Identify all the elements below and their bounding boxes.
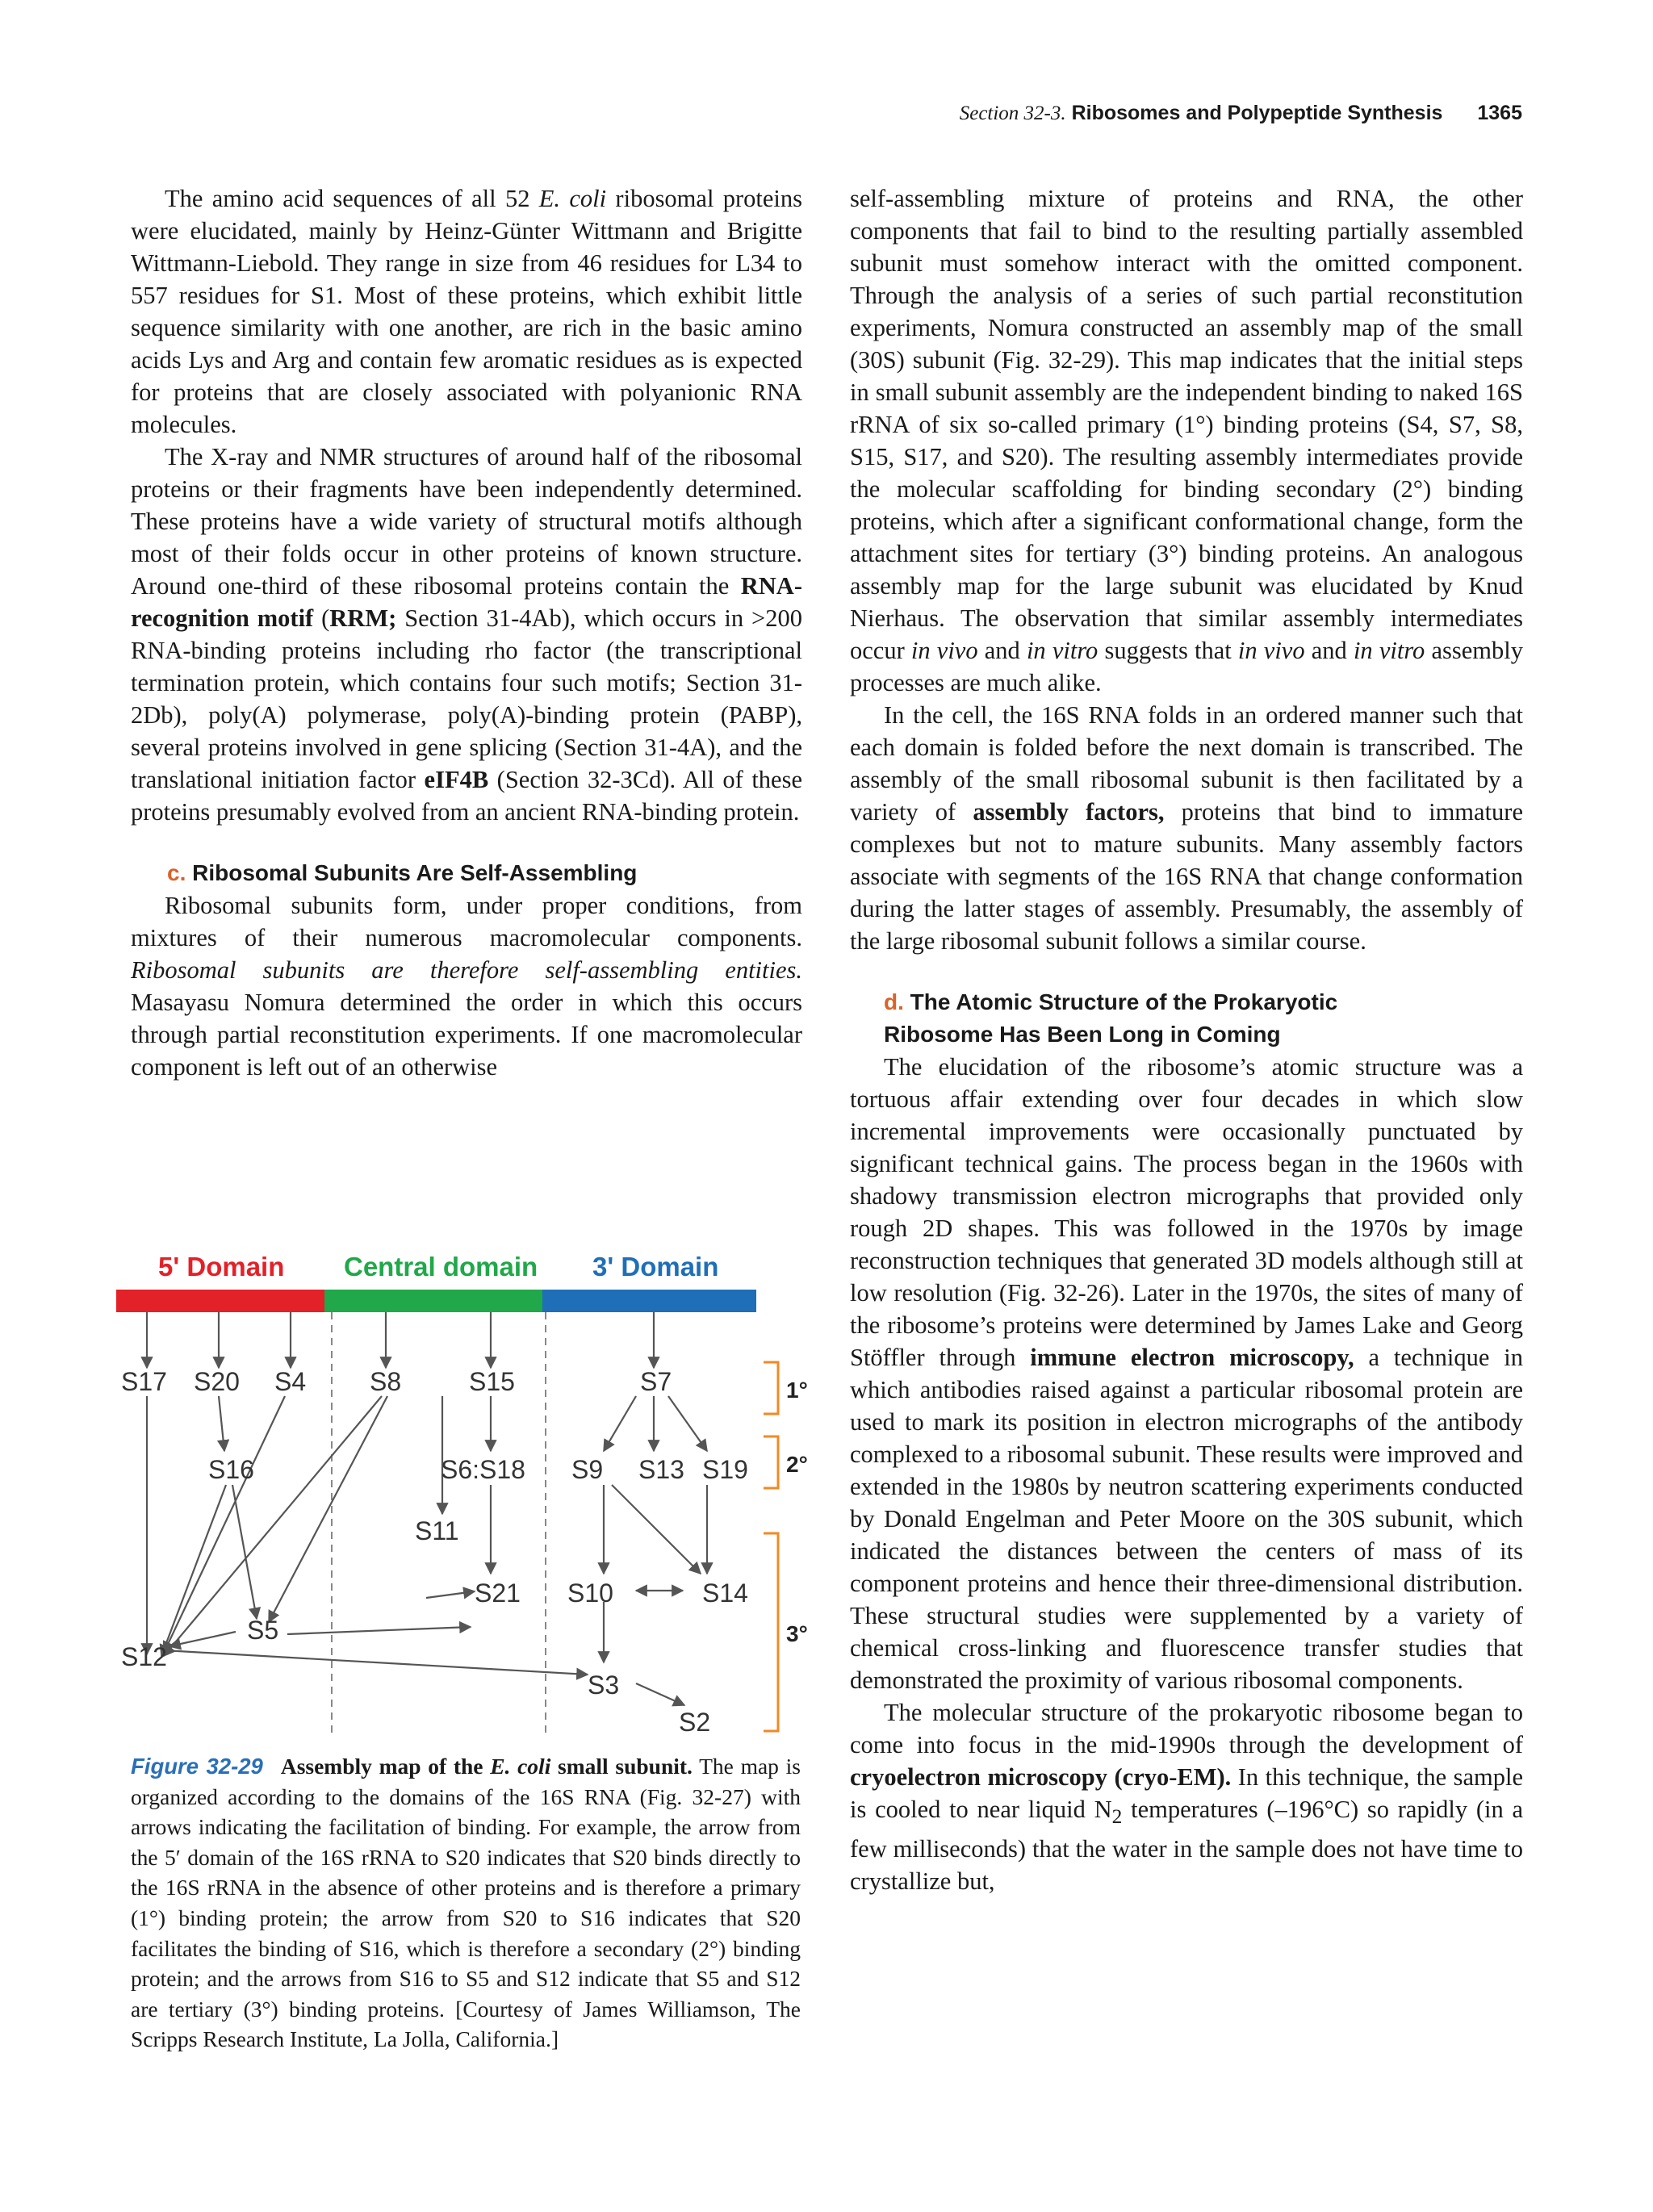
domain-label-5prime: 5' Domain bbox=[158, 1252, 285, 1282]
header-title: Ribosomes and Polypeptide Synthesis bbox=[1071, 102, 1443, 124]
domain-label-3prime: 3' Domain bbox=[592, 1252, 719, 1282]
level-tertiary: 3° bbox=[786, 1621, 808, 1646]
node-s13: S13 bbox=[638, 1455, 684, 1484]
paragraph-3: Ribosomal subunits form, under proper conditions, from mixtures of their numerous macromolecular components. Ribosomal subunits are therefore self-assembling entities. Masayasu Nomura determined the order in which this occurs through partial reconstitution experiments. If one macromolecular component is left out of an otherwise bbox=[131, 892, 802, 1081]
node-s7: S7 bbox=[640, 1367, 672, 1396]
node-s12: S12 bbox=[121, 1642, 167, 1671]
node-s17: S17 bbox=[121, 1367, 167, 1396]
node-s3: S3 bbox=[588, 1670, 620, 1700]
level-secondary: 2° bbox=[786, 1452, 808, 1477]
paragraph-r1: self-assembling mixture of proteins and RNA, the other components that fail to bind to the resulting partially assembled subunit must somehow interact with the omitted component. Through the analysis of a series of such partial reconstitution experiments, Nomura constructed an assembly map of the small (30S) subunit (Fig. 32-29). This map indicates that the initial steps in small subunit assembly are the independent binding to naked 16S rRNA of six so-called primary (1°) binding proteins (S4, S7, S8, S15, S17, and S20). The resulting assembly intermediates provide the molecular scaffolding for binding secondary (2°) binding proteins, which after a significant conformational change, form the attachment sites for tertiary (3°) binding proteins. An analogous assembly map for the large subunit was elucidated by Knud Nierhaus. The observation that similar assembly intermediates occur in vivo and in vitro suggests that in vivo and in vitro assembly processes are much alike. bbox=[850, 185, 1523, 696]
domain-bar-central bbox=[324, 1290, 542, 1312]
left-column bbox=[131, 182, 802, 1083]
node-s14: S14 bbox=[702, 1579, 748, 1608]
bracket-tertiary bbox=[764, 1533, 778, 1731]
subheading-d: d. The Atomic Structure of the Prokaryotic Ribosome Has Been Long in Coming bbox=[884, 989, 1338, 1047]
node-s21: S21 bbox=[475, 1579, 521, 1608]
node-s6s18: S6:S18 bbox=[441, 1455, 525, 1484]
node-s5: S5 bbox=[247, 1616, 279, 1645]
paragraph-1: The amino acid sequences of all 52 E. coli ribosomal proteins were elucidated, mainly by Heinz-Günter Wittmann and Brigitte Wittmann-Liebold. They range in size from 46 residues for L34 to 557 residues for S1. Most of these proteins, which exhibit little sequence similarity with one another, are rich in the basic amino acids Lys and Arg and contain few aromatic residues as is expected for proteins that are closely associated with polyanionic RNA molecules. bbox=[131, 185, 803, 438]
running-header bbox=[726, 102, 1522, 125]
node-s9: S9 bbox=[571, 1455, 604, 1484]
figure-caption: Figure 32-29 Assembly map of the E. coli small subunit. The map is organized according to the domains of the 16S RNA (Fig. 32-27) with arrows indicating the facilitation of binding. For example, the arrow from the 5′ domain of the 16S rRNA to S20 indicates that S20 binds directly to the 16S rRNA in the absence of other proteins and is therefore a primary (1°) binding protein; the arrow from S20 to S16 indicates that S20 facilitates the binding of S16, which is therefore a secondary (2°) binding protein; and the arrows from S16 to S5 and S12 indicate that S5 and S12 are tertiary (3°) binding proteins. [Courtesy of James Williamson, The Scripps Research Institute, La Jolla, California.] bbox=[131, 1754, 801, 2052]
paragraph-r2: In the cell, the 16S RNA folds in an ordered manner such that each domain is folded before the next domain is transcribed. The assembly of the small ribosomal subunit is then facilitated by a variety of assembly factors, proteins that bind to immature complexes but not to mature subunits. Many assembly factors associate with segments of the 16S RNA that change conformation during the latter stages of assembly. Presumably, the assembly of the large ribosomal subunit follows a similar course. bbox=[850, 701, 1523, 955]
domain-bar-5prime bbox=[116, 1290, 324, 1312]
page-number: 1365 bbox=[1477, 102, 1522, 124]
node-s20: S20 bbox=[194, 1367, 240, 1396]
node-s11: S11 bbox=[415, 1516, 459, 1545]
node-s2: S2 bbox=[679, 1708, 711, 1737]
node-s10: S10 bbox=[567, 1579, 613, 1608]
paragraph-r4: The molecular structure of the prokaryotic ribosome began to come into focus in the mid-1990s through the development of cryoelectron microscopy (cryo-EM). In this technique, the sample is cooled to near liquid $N_2$ temperatures (–196°C) so rapidly (in a few milliseconds) that the water in the sample does not have time to crystallize but, bbox=[850, 1699, 1523, 1896]
node-s15: S15 bbox=[469, 1367, 515, 1396]
domain-label-central: Central domain bbox=[344, 1252, 538, 1282]
paragraph-2: The X-ray and NMR structures of around half of the ribosomal proteins or their fragments have been independently determined. These proteins have a wide variety of structural motifs although most of their folds occur in other proteins of known structure. Around one-third of these ribosomal proteins contain the RNA-recognition motif (RRM; Section 31-4Ab), which occurs in >200 RNA-binding proteins including rho factor (the transcriptional termination protein, which contains four such motifs; Section 31-2Db), poly(A) polymerase, poly(A)-binding protein (PABP), several proteins involved in gene splicing (Section 31-4A), and the translational initiation factor eIF4B (Section 32-3Cd). All of these proteins presumably evolved from an ancient RNA-binding protein. bbox=[131, 443, 802, 826]
assembly-map-figure bbox=[103, 1243, 814, 1759]
level-primary: 1° bbox=[786, 1378, 808, 1403]
paragraph-r3: The elucidation of the ribosome’s atomic structure was a tortuous affair extending over four decades in which slow incremental improvements were occasionally punctuated by significant technical gains. The process began in the 1960s with shadowy transmission electron micrographs that provided only rough 2D shapes. This was followed in the 1970s by image reconstruction techniques that generated 3D models although still at low resolution (Fig. 32-26). Later in the 1970s, the sites of many of the ribosome’s proteins were determined by James Lake and Georg Stöffler through immune electron microscopy, a technique in which antibodies raised against a particular ribosomal protein are used to mark its position in electron micrographs of the antibody complexed to a ribosomal subunit. These results were improved and extended in the 1980s by neutron scattering experiments conducted by Donald Engelman and Peter Moore on the 30S subunit, which indicated the distances between the centers of mass of its component proteins and hence their three-dimensional distribution. These structural studies were supplemented by a variety of chemical cross-linking and fluorescence transfer studies that demonstrated the proximity of various ribosomal components. bbox=[850, 1053, 1523, 1694]
node-s4: S4 bbox=[274, 1367, 307, 1396]
node-s16: S16 bbox=[208, 1455, 254, 1484]
node-s19: S19 bbox=[702, 1455, 748, 1484]
header-section: Section 32-3. bbox=[959, 102, 1066, 124]
subheading-c: c. Ribosomal Subunits Are Self-Assembling bbox=[167, 860, 638, 885]
domain-bar-3prime bbox=[542, 1290, 756, 1312]
right-column bbox=[850, 182, 1523, 1897]
bracket-secondary bbox=[764, 1436, 778, 1488]
bracket-primary bbox=[764, 1362, 778, 1414]
figure-label: Figure 32-29 bbox=[131, 1754, 263, 1779]
node-s8: S8 bbox=[370, 1367, 402, 1396]
